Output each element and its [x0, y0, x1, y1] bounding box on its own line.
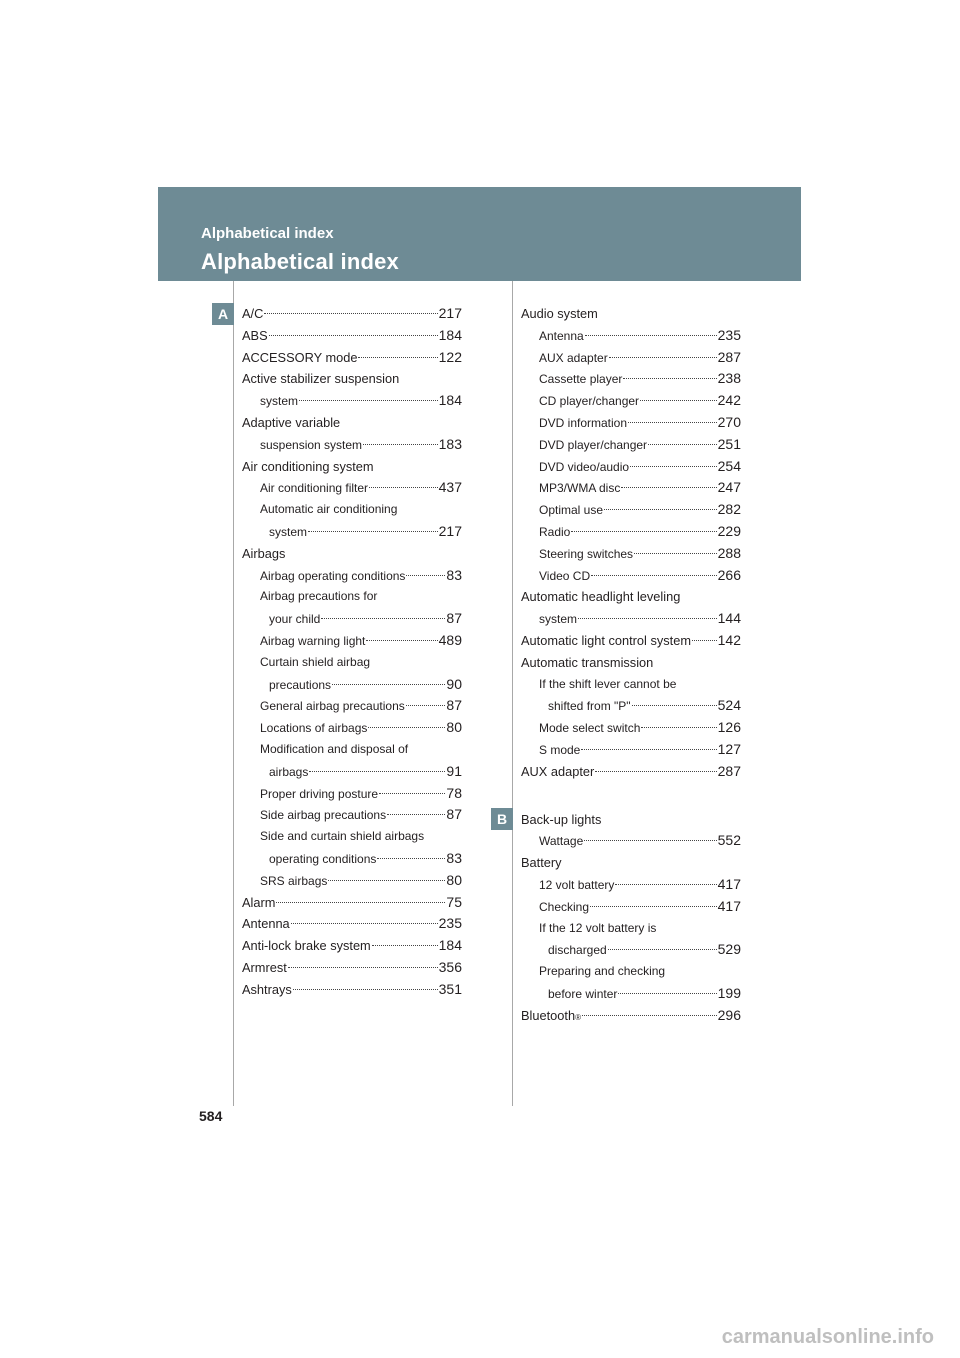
index-entry [521, 983, 741, 1005]
leader-dots [585, 335, 717, 336]
index-term: airbags [269, 764, 309, 779]
section-tab-b[interactable]: B [491, 808, 513, 830]
index-term: Modification and disposal of [260, 741, 409, 756]
index-term: Ashtrays [242, 981, 292, 997]
leader-dots [406, 705, 446, 706]
index-term: DVD player/changer [539, 437, 648, 452]
leader-dots [609, 357, 717, 358]
leader-dots [591, 575, 717, 576]
index-term: shifted from "P" [548, 699, 631, 714]
leader-dots [264, 313, 437, 314]
index-term: Video CD [539, 568, 591, 583]
index-entry [242, 543, 462, 565]
index-entry [521, 586, 741, 608]
leader-dots [387, 814, 445, 815]
page-reference[interactable]: 247 [717, 479, 741, 496]
index-entry [242, 913, 462, 935]
index-entry [521, 347, 741, 369]
watermark: carmanualsonline.info [721, 1326, 934, 1348]
page-reference[interactable]: 184 [438, 326, 462, 343]
leader-dots [590, 906, 717, 907]
index-term: Radio [539, 524, 571, 539]
index-entry [242, 368, 462, 390]
leader-dots [615, 884, 716, 885]
index-term: Battery [521, 855, 562, 871]
index-entry [521, 456, 741, 478]
index-term: Airbags [242, 545, 286, 561]
page-reference[interactable]: 78 [446, 784, 462, 801]
index-entry [521, 717, 741, 739]
column-divider-left [233, 281, 234, 1106]
page-reference[interactable]: 296 [717, 1006, 741, 1023]
index-entry [242, 630, 462, 652]
index-term: Active stabilizer suspension [242, 371, 400, 387]
index-entry [521, 434, 741, 456]
leader-dots [379, 793, 445, 794]
index-entry [242, 783, 462, 805]
page-reference[interactable]: 417 [717, 897, 741, 914]
page-reference[interactable]: 238 [717, 370, 741, 387]
page-reference[interactable]: 80 [446, 719, 462, 736]
leader-dots [608, 949, 717, 950]
index-entry [242, 347, 462, 369]
index-term: Bluetooth [521, 1007, 576, 1023]
index-entry [521, 390, 741, 412]
index-term: before winter [548, 986, 618, 1001]
page-number: 584 [199, 1108, 223, 1124]
index-term: Wattage [539, 834, 584, 849]
index-entry [242, 892, 462, 914]
index-term: AUX adapter [521, 763, 595, 779]
index-entry [242, 499, 462, 521]
leader-dots [641, 727, 716, 728]
column-divider-right [512, 281, 513, 1106]
leader-dots [288, 967, 438, 968]
index-term: ABS [242, 327, 268, 343]
leader-dots [293, 989, 438, 990]
leader-dots [369, 487, 438, 488]
page-reference[interactable]: 184 [438, 392, 462, 409]
index-term: system [539, 612, 578, 627]
leader-dots [584, 840, 716, 841]
index-term: MP3/WMA disc [539, 481, 621, 496]
index-entry [521, 543, 741, 565]
leader-dots [372, 945, 438, 946]
page-reference[interactable]: 270 [717, 413, 741, 430]
page-reference[interactable]: 356 [438, 958, 462, 975]
index-entry [521, 325, 741, 347]
leader-dots [321, 618, 445, 619]
index-term: precautions [269, 677, 332, 692]
page-reference[interactable]: 524 [717, 697, 741, 714]
page-reference[interactable]: 80 [446, 871, 462, 888]
index-term: Optimal use [539, 503, 604, 518]
index-entry [521, 499, 741, 521]
index-entry [521, 783, 741, 809]
index-entry [521, 652, 741, 674]
page-reference[interactable]: 287 [717, 348, 741, 365]
index-entry [521, 939, 741, 961]
page-reference[interactable]: 87 [446, 610, 462, 627]
index-entry [521, 521, 741, 543]
page-reference[interactable]: 83 [446, 566, 462, 583]
index-term: Proper driving posture [260, 786, 379, 801]
index-term: Steering switches [539, 546, 634, 561]
index-term: Automatic light control system [521, 632, 691, 648]
page-reference[interactable]: 489 [438, 631, 462, 648]
leader-dots [299, 400, 438, 401]
index-entry [521, 630, 741, 652]
index-term: system [269, 524, 308, 539]
index-entry [521, 565, 741, 587]
index-term: Antenna [242, 916, 290, 932]
index-entry [242, 434, 462, 456]
index-term: Antenna [539, 328, 584, 343]
index-term: Armrest [242, 959, 287, 975]
leader-dots [366, 640, 437, 641]
index-entry [521, 477, 741, 499]
index-term: Airbag operating conditions [260, 568, 406, 583]
index-entry [242, 456, 462, 478]
page-reference[interactable]: 229 [717, 522, 741, 539]
index-term: SRS airbags [260, 873, 328, 888]
index-entry [521, 874, 741, 896]
index-entry [521, 608, 741, 630]
index-column-left [242, 303, 462, 1001]
index-term: your child [269, 612, 321, 627]
index-entry [521, 761, 741, 783]
page-reference[interactable]: 127 [717, 740, 741, 757]
index-entry [242, 848, 462, 870]
index-entry [242, 695, 462, 717]
page-reference[interactable]: 242 [717, 392, 741, 409]
page-reference[interactable]: 144 [717, 610, 741, 627]
index-entry [521, 809, 741, 831]
leader-dots [269, 335, 438, 336]
index-term: CD player/changer [539, 394, 640, 409]
page-title: Alphabetical index [201, 249, 399, 274]
breadcrumb: Alphabetical index [201, 225, 334, 242]
leader-dots [377, 858, 445, 859]
page-reference[interactable]: 217 [438, 522, 462, 539]
index-entry [242, 717, 462, 739]
index-entry [521, 674, 741, 696]
index-term: discharged [548, 943, 607, 958]
index-entry [242, 739, 462, 761]
index-entry [242, 674, 462, 696]
index-term: Automatic transmission [521, 654, 654, 670]
index-term: Air conditioning system [242, 458, 374, 474]
leader-dots [621, 487, 716, 488]
index-column-right [521, 303, 741, 1027]
index-term: DVD video/audio [539, 459, 630, 474]
index-entry [521, 368, 741, 390]
index-entry [521, 412, 741, 434]
leader-dots [604, 509, 717, 510]
leader-dots [623, 378, 716, 379]
index-entry [242, 390, 462, 412]
page-reference[interactable]: 417 [717, 875, 741, 892]
leader-dots [363, 444, 438, 445]
index-entry [242, 804, 462, 826]
page-reference[interactable]: 251 [717, 435, 741, 452]
leader-dots [628, 422, 717, 423]
page-reference[interactable]: 235 [717, 326, 741, 343]
page-reference[interactable]: 288 [717, 544, 741, 561]
index-term: 12 volt battery [539, 877, 615, 892]
index-term: Preparing and checking [539, 964, 666, 979]
index-term: Alarm [242, 894, 276, 910]
page-reference[interactable]: 235 [438, 915, 462, 932]
leader-dots [332, 684, 445, 685]
index-term: Adaptive variable [242, 414, 341, 430]
index-term: Automatic air conditioning [260, 502, 398, 517]
index-entry [242, 325, 462, 347]
index-entry [521, 739, 741, 761]
page-reference[interactable]: 282 [717, 501, 741, 518]
leader-dots [328, 880, 445, 881]
index-term: Side airbag precautions [260, 808, 387, 823]
index-term: suspension system [260, 437, 363, 452]
index-entry [521, 852, 741, 874]
index-term: AUX adapter [539, 350, 608, 365]
index-term: General airbag precautions [260, 699, 405, 714]
page-reference[interactable]: 217 [438, 305, 462, 321]
page-reference[interactable]: 91 [446, 762, 462, 779]
index-entry [242, 521, 462, 543]
page-reference[interactable]: 75 [446, 893, 462, 910]
leader-dots [630, 466, 717, 467]
index-term: Side and curtain shield airbags [260, 829, 425, 844]
page-reference[interactable]: 287 [717, 762, 741, 779]
leader-dots [406, 575, 445, 576]
index-term: Audio system [521, 306, 598, 321]
page-reference[interactable]: 90 [446, 675, 462, 692]
leader-dots [276, 902, 445, 903]
index-entry [242, 870, 462, 892]
index-entry [242, 586, 462, 608]
index-entry [242, 652, 462, 674]
index-term: Mode select switch [539, 721, 641, 736]
index-term: Curtain shield airbag [260, 654, 371, 669]
page-reference[interactable]: 87 [446, 806, 462, 823]
index-term: system [260, 394, 299, 409]
index-entry [521, 918, 741, 940]
leader-dots [291, 923, 438, 924]
page-reference[interactable]: 87 [446, 697, 462, 714]
page-reference[interactable]: 83 [446, 849, 462, 866]
index-entry [242, 761, 462, 783]
leader-dots [632, 705, 717, 706]
index-term: DVD information [539, 415, 628, 430]
page-reference[interactable]: 266 [717, 566, 741, 583]
leader-dots [308, 531, 438, 532]
index-term: If the shift lever cannot be [539, 676, 677, 691]
leader-dots [640, 400, 717, 401]
index-entry [242, 565, 462, 587]
index-term: operating conditions [269, 851, 377, 866]
page-reference[interactable]: 122 [438, 348, 462, 365]
leader-dots [309, 771, 445, 772]
index-term: If the 12 volt battery is [539, 920, 657, 935]
index-entry [242, 957, 462, 979]
page-reference[interactable]: 254 [717, 457, 741, 474]
index-entry [242, 935, 462, 957]
leader-dots [578, 618, 717, 619]
leader-dots [618, 993, 716, 994]
index-term: Airbag warning light [260, 633, 366, 648]
index-term: Cassette player [539, 372, 623, 387]
index-term: Automatic headlight leveling [521, 589, 681, 605]
page-reference[interactable]: 184 [438, 937, 462, 954]
page-reference[interactable]: 183 [438, 435, 462, 452]
index-entry [521, 695, 741, 717]
index-entry [521, 961, 741, 983]
page-reference[interactable]: 351 [438, 980, 462, 997]
page-reference[interactable]: 529 [717, 941, 741, 958]
page-reference[interactable]: 126 [717, 719, 741, 736]
index-entry [242, 608, 462, 630]
page-reference[interactable]: 199 [717, 984, 741, 1001]
index-entry [242, 826, 462, 848]
index-entry [242, 477, 462, 499]
leader-dots [634, 553, 717, 554]
leader-dots [582, 1015, 717, 1016]
page-reference[interactable]: 437 [438, 479, 462, 496]
leader-dots [648, 444, 717, 445]
index-term: Locations of airbags [260, 721, 368, 736]
index-entry [242, 412, 462, 434]
index-entry: Bluetooth ® 296 [521, 1005, 741, 1027]
index-term: A/C [242, 306, 264, 321]
index-term: Checking [539, 899, 590, 914]
index-term: Back-up lights [521, 811, 602, 827]
index-entry [242, 979, 462, 1001]
index-term: S mode [539, 742, 581, 757]
leader-dots [595, 771, 716, 772]
page-reference[interactable]: 142 [717, 631, 741, 648]
index-entry [521, 896, 741, 918]
index-entry [521, 830, 741, 852]
index-entry [242, 303, 462, 325]
index-term: ACCESSORY mode [242, 349, 358, 365]
leader-dots [358, 357, 437, 358]
page-reference[interactable]: 552 [717, 832, 741, 849]
leader-dots [571, 531, 716, 532]
page-header [158, 187, 801, 281]
index-entry [521, 303, 741, 325]
index-term: Anti-lock brake system [242, 938, 371, 954]
leader-dots [581, 749, 716, 750]
leader-dots [692, 640, 717, 641]
leader-dots [368, 727, 445, 728]
index-term: Airbag precautions for [260, 589, 378, 604]
index-term: Air conditioning filter [260, 481, 369, 496]
section-tab-a[interactable]: A [212, 303, 234, 325]
